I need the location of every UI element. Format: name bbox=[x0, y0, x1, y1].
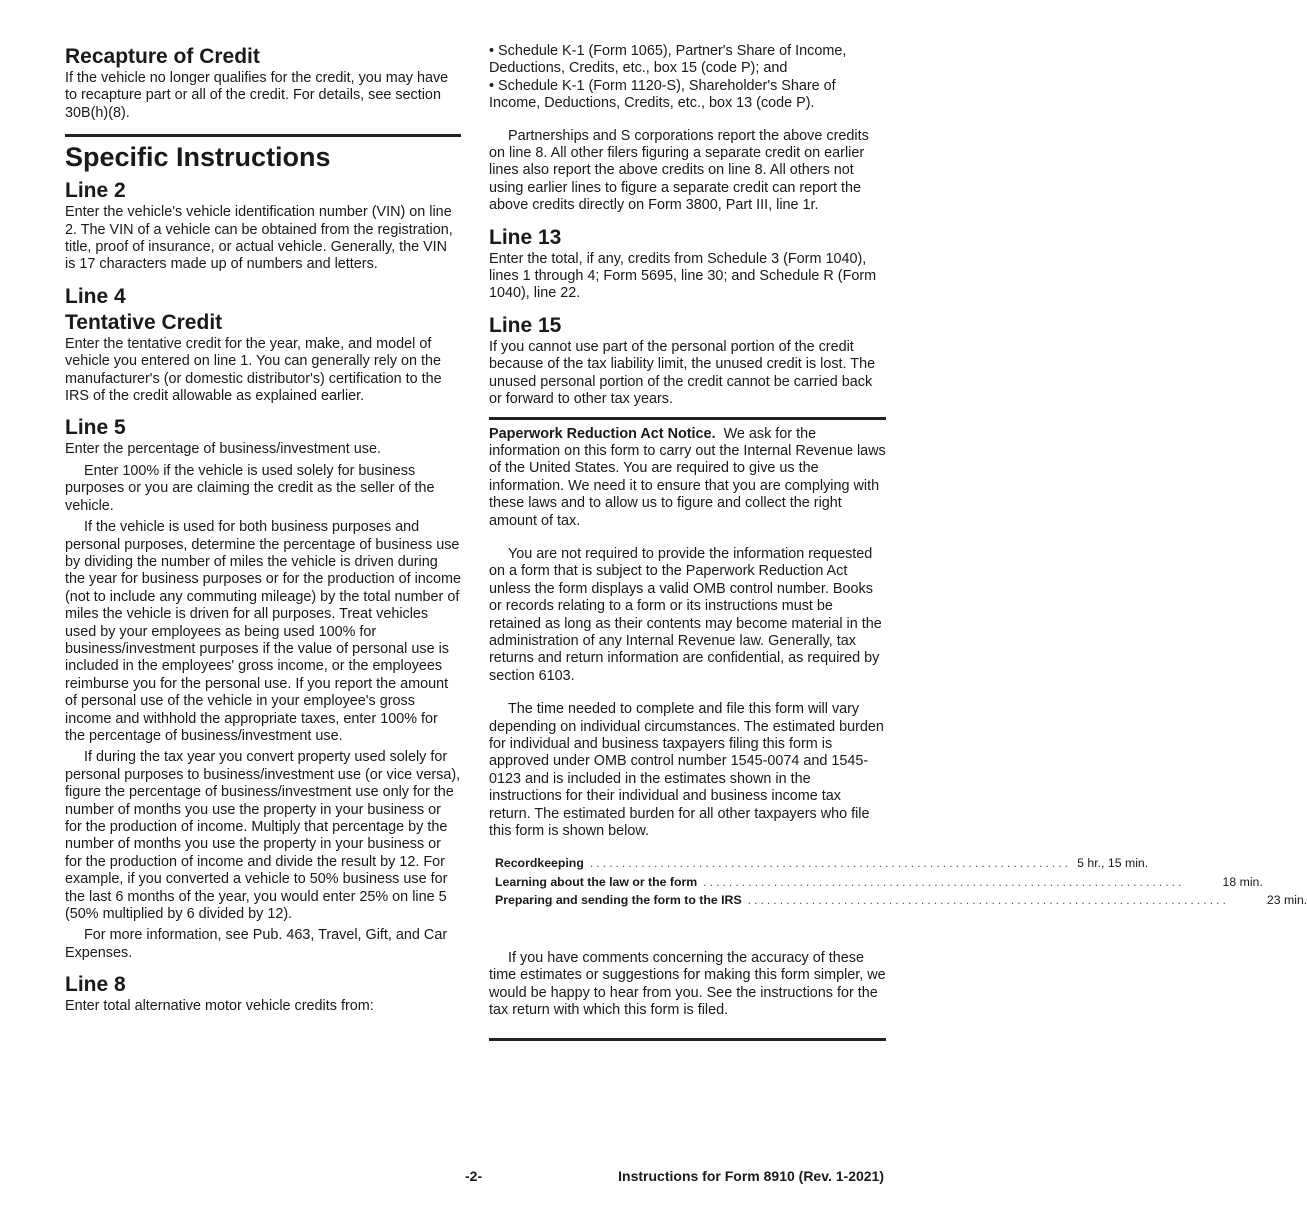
line5-heading: Line 5 bbox=[65, 416, 126, 440]
recapture-text: If the vehicle no longer qualifies for the credit, you may have to recapture part or all of the credit. For details, see section 30B(h)(8). bbox=[65, 70, 449, 121]
left-column bbox=[65, 40, 461, 1016]
line5-p3: If the vehicle is used for both business purposes and personal purposes, determine the percentage of business use by dividing the number of miles the vehicle is driven during the year for business purposes or for the production of income (not to include any commuting mileage) by the total number of miles the vehicle is driven for all purposes. Treat vehicles used by your employees as being used 100% for business/investment purposes if the value of personal use is included in the employees' gross income, or the employees reimburse you for the personal use. If you report the amount of personal use of the vehicle in your employee's gross income and withhold the appropriate taxes, enter 100% for the percentage of business/investment use. bbox=[65, 519, 461, 744]
paperwork-p3: The time needed to complete and file this form will vary depending on individual circumstances. The estimated burden for individual and business taxpayers filing this form is approved under OMB control number 1545-0074 and 1545-0123 and is included in the estimates shown in the instructions for their individual and business income tax return. The estimated burden for all other taxpayers who file this form is shown below. bbox=[489, 701, 884, 840]
recapture-heading: Recapture of Credit bbox=[65, 45, 260, 68]
form-title: Instructions for Form 8910 (Rev. 1-2021) bbox=[618, 1168, 884, 1184]
line8-heading: Line 8 bbox=[65, 973, 126, 997]
table-row: Learning about the law or the form ........................................................................... 18 min. bbox=[495, 874, 1263, 889]
section-divider bbox=[489, 417, 886, 420]
table-row: Preparing and sending the form to the IRS ........................................................................... 23 min. bbox=[495, 893, 1307, 908]
specific-instructions-heading: Specific Instructions bbox=[65, 142, 331, 173]
paperwork-p2: You are not required to provide the information requested on a form that is subject to the Paperwork Reduction Act unless the form displays a valid OMB control number. Books or records relating to a form or its instructions must be retained as long as their contents may become material in the administration of any Internal Revenue law. Generally, tax returns and return information are confidential, as required by section 6103. bbox=[489, 545, 882, 684]
line4-heading: Line 4 bbox=[65, 284, 126, 308]
bullet-icon: • bbox=[489, 43, 499, 59]
line4-text: Enter the tentative credit for the year, make, and model of vehicle you entered on line 1. You can generally rely on the manufacturer's (or domestic distributor's) certification to the IRS of the credit allowable as explained earlier. bbox=[65, 335, 442, 405]
line5-p4: If during the tax year you convert property used solely for personal purposes to business/investment use (or vice versa), figure the percentage of business/investment use only for the number of months you use the property in your business or for the production of income. Multiply that percentage by the number of months you use the property in your business or for the production of income and divide the result by 12. For example, if you converted a vehicle to 50% business use for the last 6 months of the year, you would enter 25% on line 5 (50% multiplied by 6 divided by 12). bbox=[65, 749, 461, 923]
section-divider bbox=[65, 134, 461, 137]
line5-p5: For more information, see Pub. 463, Travel, Gift, and Car Expenses. bbox=[65, 927, 448, 961]
page-number: -2- bbox=[465, 1168, 483, 1184]
line15-text: If you cannot use part of the personal portion of the credit because of the tax liability limit, the unused credit is lost. The unused personal portion of the credit cannot be carried back or forward to other tax years. bbox=[489, 338, 876, 408]
line13-heading: Line 13 bbox=[489, 225, 562, 249]
paperwork-title: Paperwork Reduction Act Notice. bbox=[489, 425, 716, 442]
line15-heading: Line 15 bbox=[489, 313, 562, 337]
line13-text: Enter the total, if any, credits from Schedule 3 (Form 1040), lines 1 through 4; Form 5695, line 30; and Schedule R (Form 1040), line 22. bbox=[489, 250, 877, 302]
list-item: • Schedule K-1 (Form 1120-S), Shareholder's Share of Income, Deductions, Credits, etc., box 13 (code P). bbox=[489, 77, 836, 112]
table-row: Recordkeeping ........................................................................... 5 hr., 15 min. bbox=[495, 856, 1149, 871]
line2-heading: Line 2 bbox=[65, 179, 126, 203]
line5-p2: Enter 100% if the vehicle is used solely for business purposes or you are claiming the credit as the seller of the vehicle. bbox=[65, 462, 435, 514]
line2-text: Enter the vehicle's vehicle identification number (VIN) on line 2. The VIN of a vehicle can be obtained from the registration, title, proof of insurance, or actual vehicle. Generally, the VIN is 17 characters made up of numbers and letters. bbox=[65, 204, 453, 273]
right-column bbox=[489, 40, 1307, 1041]
paperwork-p4: If you have comments concerning the accuracy of these time estimates or suggestions for making this form simpler, we would be happy to hear from you. See the instructions for the tax return with which this form is filed. bbox=[489, 949, 886, 1019]
line4-subheading: Tentative Credit bbox=[65, 310, 223, 334]
line5-p1: Enter the percentage of business/investment use. bbox=[65, 441, 381, 458]
list-item: • Schedule K-1 (Form 1065), Partner's Share of Income, Deductions, Credits, etc., box 15 (code P); and bbox=[489, 43, 847, 77]
burden-table bbox=[489, 854, 1307, 910]
line8-text: Enter total alternative motor vehicle credits from: bbox=[65, 998, 374, 1015]
line8-p2: Partnerships and S corporations report the above credits on line 8. All other filers figuring a separate credit on earlier lines also report the above credits on line 8. All others not using earlier lines to figure a separate credit can report the above credits directly on Form 3800, Part III, line 1r. bbox=[489, 127, 869, 214]
bullet-icon: • bbox=[489, 77, 499, 94]
paperwork-p1: Paperwork Reduction Act Notice. We ask for the information on this form to carry out the Internal Revenue laws of the United States. You are required to give us the information. We need it to ensure that you are complying with these laws and to allow us to figure and collect the right amount of tax. bbox=[489, 425, 886, 529]
section-divider bbox=[489, 1038, 886, 1041]
